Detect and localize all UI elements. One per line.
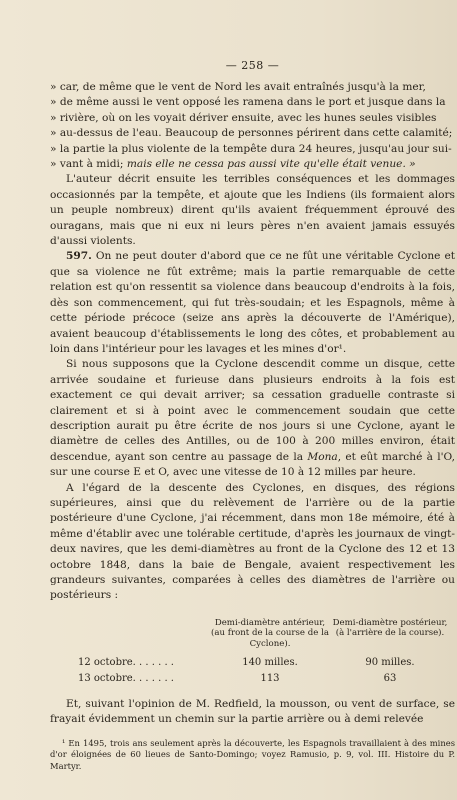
paragraph-597-text: On ne peut douter d'abord que ce ne fût une véritable Cyclone et que sa violence ne fût extrême; mais la partie remarquable de cette relation est qu'on ressentit sa violence dans beaucoup d'endroits à la fois, dès son commencement, qui fut très-soudain; et les Espagnols, même à cette période précoce (seize ans après la découverte de l'Amérique), avaient beaucoup d'établissements le long des côtes, et probablement au loin dans l'intérieur pour les lavages et les mines d'or¹. (50, 250, 455, 355)
row-front: 113 (260, 673, 280, 685)
paragraph-descent: A l'égard de la descente des Cyclones, en disques, des régions supérieures, ainsi que du relèvement de l'arrière ou de la partie postérieure d'une Cyclone, j'ai récemment, dans mon 18e mémoire, été à même d'établir avec une tolérable certitude, d'après les journaux de vingt-deux navires, que les demi-diamètres au front de la Cyclone des 12 et 13 octobre 1848, dans la baie de Bengale, avaient respectivement les grandeurs suivantes, comparées à celles des diamètres de l'arrière ou postérieurs : (50, 481, 455, 602)
quote-line: » au-dessus de l'eau. Beaucoup de personnes périrent dans cette calamité; (50, 127, 453, 140)
header-front: Demi-diamètre antérieur, (au front de la course de la Cyclone). (211, 617, 329, 649)
header-rear: Demi-diamètre postérieur, (à l'arrière de la course). (332, 617, 448, 639)
paragraph-author: L'auteur décrit ensuite les terribles conséquences et les dommages occasionnés par la tempête, et ajoute que les Indiens (ils formaient alors un peuple nombreux) dirent qu'ils avaient fréquemment éprouvé des ouragans, mais que ni eux ni leurs pères n'en avaient jamais essuyés d'aussi violents. (50, 173, 455, 248)
row-rear: 63 (383, 673, 397, 685)
quote-last-start: » vant à midi; (50, 158, 127, 171)
quote-line: » car, de même que le vent de Nord les avait entraînés jusqu'à la mer, (50, 81, 426, 93)
diameter-table (78, 618, 450, 687)
paragraph-disk-text-b: , et eût marché à l'O, sur une course E et O, avec une vitesse de 10 à 12 milles par heure. (50, 450, 455, 479)
paragraph-disk (50, 357, 455, 480)
paragraph-redfield: Et, suivant l'opinion de M. Redfield, la mousson, ou vent de surface, se frayait évidemment un chemin sur la partie arrière ou à demi relevée (50, 698, 455, 726)
paragraph-number: 597. (66, 250, 92, 263)
quote-last-line (50, 157, 455, 172)
table-row (78, 655, 450, 671)
paragraph-597 (50, 249, 455, 357)
quote-line: » rivière, où on les voyait dériver ensuite, avec les hunes seules visibles (50, 111, 437, 124)
paragraph-disk-text-a: Si nous supposons que la Cyclone descendit comme un disque, cette arrivée soudaine et furieuse dans plusieurs endroits à la fois est exactement ce qui devait arriver; sa cessation graduelle contraste si clairement et si à point avec le commencement soudain que cette description aurait pu être écrite de nos jours si une Cyclone, ayant le diamètre de celles des Antilles, ou de 100 à 200 milles environ, était descendue, ayant son centre au passage de la (50, 358, 455, 463)
mona-italic: Mona (307, 450, 338, 463)
quote-line: » la partie la plus violente de la tempête dura 24 heures, jusqu'au jour sui- (50, 142, 452, 155)
table-row (78, 671, 450, 687)
row-date: 13 octobre. . . . . . . (78, 673, 174, 685)
row-date: 12 octobre. . . . . . . (78, 657, 174, 669)
quote-block (50, 80, 455, 172)
quote-line: » de même aussi le vent opposé les ramena dans le port et jusque dans la (50, 96, 446, 109)
row-rear: 90 milles. (365, 657, 415, 669)
table-header (78, 618, 450, 649)
row-front: 140 milles. (242, 657, 298, 669)
page-number: — 258 — (225, 59, 280, 72)
footnote: ¹ En 1495, trois ans seulement après la découverte, les Espagnols travaillaient à des mines d'or éloignées de 60 lieues de Santo-Domingo; voyez Ramusio, p. 9, vol. III. Histoire du P. Martyr. (50, 737, 455, 772)
quote-italic-text: mais elle ne cessa pas aussi vite qu'elle était venue. » (126, 158, 416, 171)
body-text (50, 80, 455, 773)
